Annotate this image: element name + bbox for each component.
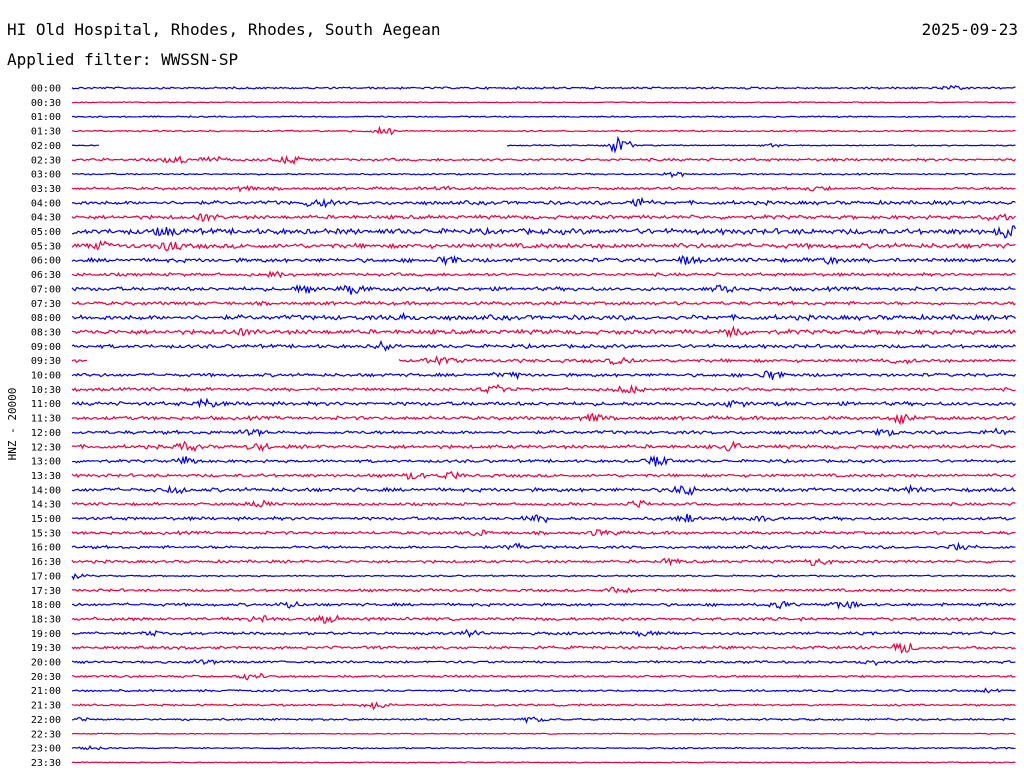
time-label: 06:00 [30, 255, 61, 267]
time-label: 14:00 [30, 485, 61, 497]
trace-line [72, 214, 1016, 221]
trace-line [72, 544, 1016, 550]
trace-line [72, 472, 1016, 479]
trace-line [72, 414, 1016, 424]
date-label: 2025-09-23 [921, 20, 1018, 39]
trace-line [72, 272, 1016, 277]
trace-line [72, 199, 1016, 207]
time-label: 20:30 [30, 671, 61, 683]
time-label: 14:30 [30, 499, 61, 511]
trace-line [72, 559, 1016, 566]
trace-line [72, 733, 1016, 734]
trace-line [72, 602, 1016, 609]
time-label: 10:00 [30, 370, 61, 382]
trace-line [72, 172, 1016, 176]
trace-line [72, 660, 1016, 665]
trace-line [72, 630, 1016, 637]
trace-line [72, 762, 1016, 763]
trace-line [72, 342, 1016, 351]
trace-line [72, 442, 1016, 451]
time-label: 04:00 [30, 198, 61, 210]
trace-line [72, 746, 1016, 749]
trace-line [72, 314, 1016, 321]
trace-line [72, 102, 1016, 103]
time-label: 17:00 [30, 571, 61, 583]
time-label: 18:30 [30, 614, 61, 626]
time-label: 19:30 [30, 643, 61, 655]
trace-line [72, 456, 1016, 466]
time-label: 02:00 [30, 140, 61, 152]
trace-line [72, 514, 1016, 522]
trace-line [72, 138, 1016, 152]
trace-line [72, 327, 1016, 336]
time-label: 15:00 [30, 514, 61, 525]
trace-line [72, 186, 1016, 191]
trace-line [72, 717, 1016, 722]
time-label: 05:00 [30, 227, 61, 238]
trace-line [72, 157, 1016, 164]
time-label: 13:00 [30, 456, 61, 468]
time-label: 23:00 [30, 743, 61, 755]
trace-line [72, 429, 1016, 436]
time-label: 10:30 [30, 384, 61, 396]
time-label: 18:00 [30, 600, 61, 612]
trace-line [72, 587, 1016, 592]
time-label: 21:00 [30, 686, 61, 698]
trace-line [72, 371, 1016, 380]
time-label: 05:30 [30, 241, 61, 253]
trace-line [72, 226, 1016, 238]
time-label: 23:30 [30, 757, 61, 769]
time-label: 21:30 [30, 700, 61, 712]
time-label: 11:30 [30, 413, 61, 425]
trace-line [72, 116, 1016, 118]
time-label: 08:30 [30, 327, 61, 339]
time-label: 09:00 [30, 341, 61, 353]
time-label: 20:00 [30, 657, 61, 669]
trace-line [72, 399, 1016, 407]
time-label: 16:00 [30, 542, 61, 554]
time-label: 00:00 [30, 83, 61, 95]
time-label: 03:30 [30, 183, 61, 195]
time-label: 12:00 [30, 427, 61, 439]
time-label: 01:00 [30, 112, 61, 124]
time-label: 01:30 [30, 126, 61, 138]
time-label: 11:00 [30, 399, 61, 411]
trace-line [72, 689, 1016, 693]
time-label: 12:30 [30, 442, 61, 454]
y-axis-label: HNZ - 20000 [6, 387, 19, 461]
trace-line [72, 86, 1016, 90]
trace-line [72, 285, 1016, 294]
trace-line [72, 674, 1016, 680]
time-label: 15:30 [30, 528, 61, 540]
trace-line [72, 301, 1016, 305]
time-label: 07:00 [30, 284, 61, 296]
time-label: 13:30 [30, 470, 61, 482]
trace-line [72, 574, 1016, 579]
time-label: 06:30 [30, 270, 61, 282]
time-label: 22:30 [30, 729, 61, 741]
trace-line [72, 256, 1016, 265]
time-label: 00:30 [30, 97, 61, 109]
trace-line [72, 357, 1016, 364]
time-label: 02:30 [30, 155, 61, 167]
trace-line [72, 703, 1016, 709]
trace-line [72, 385, 1016, 393]
time-label: 16:30 [30, 557, 61, 569]
time-label: 04:30 [30, 212, 61, 224]
trace-line [72, 486, 1016, 495]
trace-line [72, 616, 1016, 623]
time-label: 19:00 [30, 628, 61, 640]
station-title: HI Old Hospital, Rhodes, Rhodes, South Aegean [7, 20, 441, 39]
filter-label: Applied filter: WWSSN-SP [7, 50, 239, 69]
time-label: 22:00 [30, 714, 61, 726]
trace-line [72, 643, 1016, 652]
trace-rows [31, 84, 1016, 769]
trace-line [72, 530, 1016, 536]
trace-line [72, 501, 1016, 507]
time-label: 17:30 [30, 585, 61, 597]
time-label: 08:00 [30, 313, 61, 325]
time-label: 07:30 [30, 298, 61, 310]
trace-line [72, 242, 1016, 251]
trace-line [72, 128, 1016, 135]
time-label: 09:30 [30, 356, 61, 368]
time-label: 03:00 [30, 169, 61, 181]
